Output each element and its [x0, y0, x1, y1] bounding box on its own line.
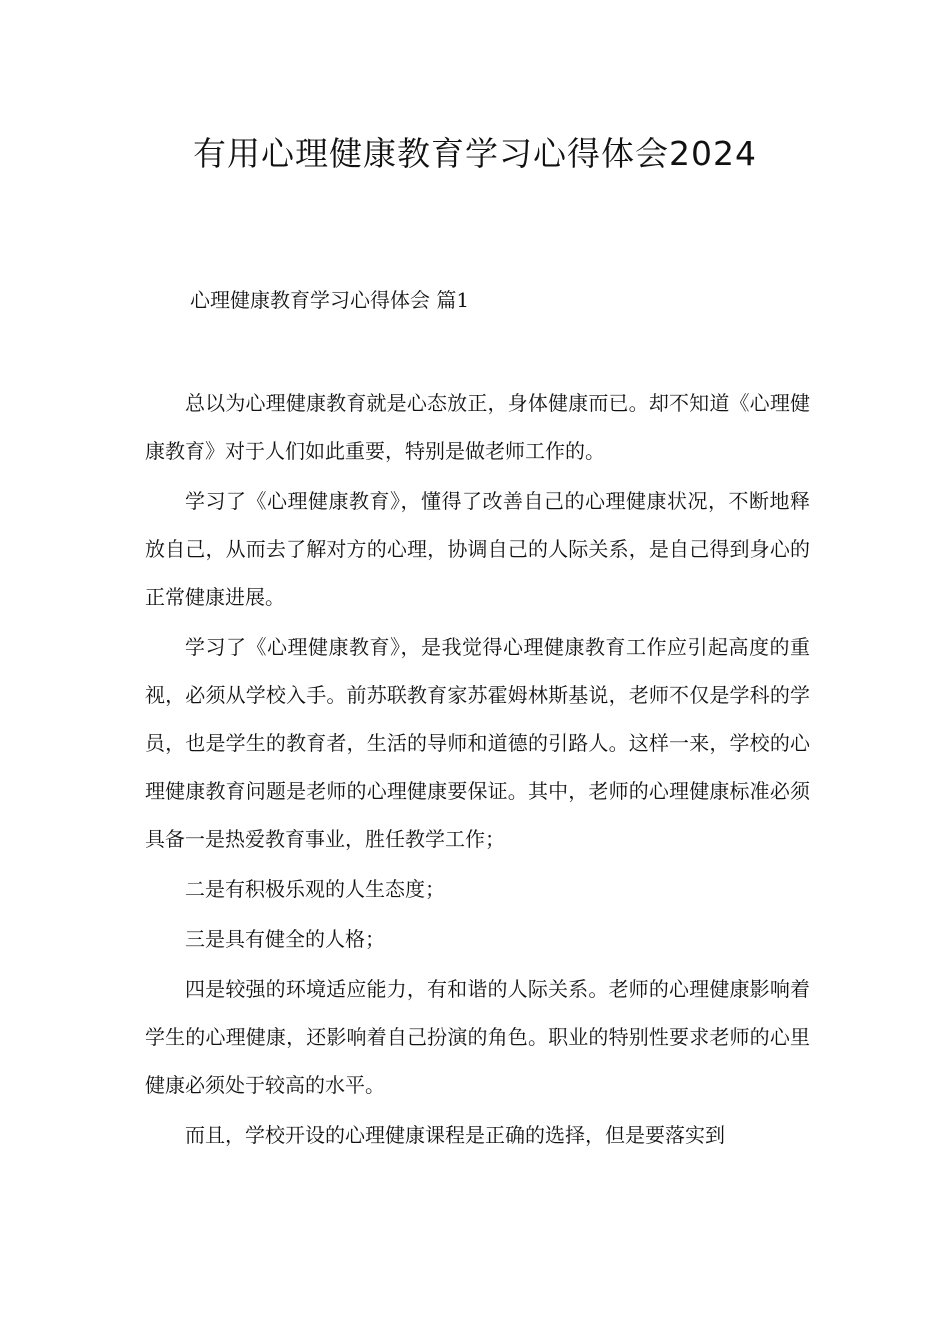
document-body — [145, 379, 810, 1161]
paragraph: 二是有积极乐观的人生态度； — [185, 877, 445, 901]
document-title: 有用心理健康教育学习心得体会2024 — [193, 134, 757, 173]
paragraph: 总以为心理健康教育就是心态放正，身体健康而已。却不知道《心理健康教育》对于人们如此重要，特别是做老师工作的。 — [145, 391, 810, 463]
paragraph: 四是较强的环境适应能力，有和谐的人际关系。老师的心理健康影响着学生的心理健康，还影响着自己扮演的角色。职业的特别性要求老师的心里健康必须处于较高的水平。 — [145, 977, 810, 1097]
paragraph: 学习了《心理健康教育》，懂得了改善自己的心理健康状况，不断地释放自己，从而去了解对方的心理，协调自己的人际关系，是自己得到身心的正常健康进展。 — [145, 489, 810, 609]
paragraph: 学习了《心理健康教育》，是我觉得心理健康教育工作应引起高度的重视，必须从学校入手。前苏联教育家苏霍姆林斯基说，老师不仅是学科的学员，也是学生的教育者，生活的导师和道德的引路人。这样一来，学校的心理健康教育问题是老师的心理健康要保证。其中，老师的心理健康标准必须具备一是热爱教育事业，胜任教学工作； — [145, 635, 810, 851]
section-heading: 心理健康教育学习心得体会 篇1 — [190, 288, 470, 312]
paragraph: 三是具有健全的人格； — [185, 927, 385, 951]
paragraph: 而且，学校开设的心理健康课程是正确的选择，但是要落实到 — [185, 1123, 725, 1147]
